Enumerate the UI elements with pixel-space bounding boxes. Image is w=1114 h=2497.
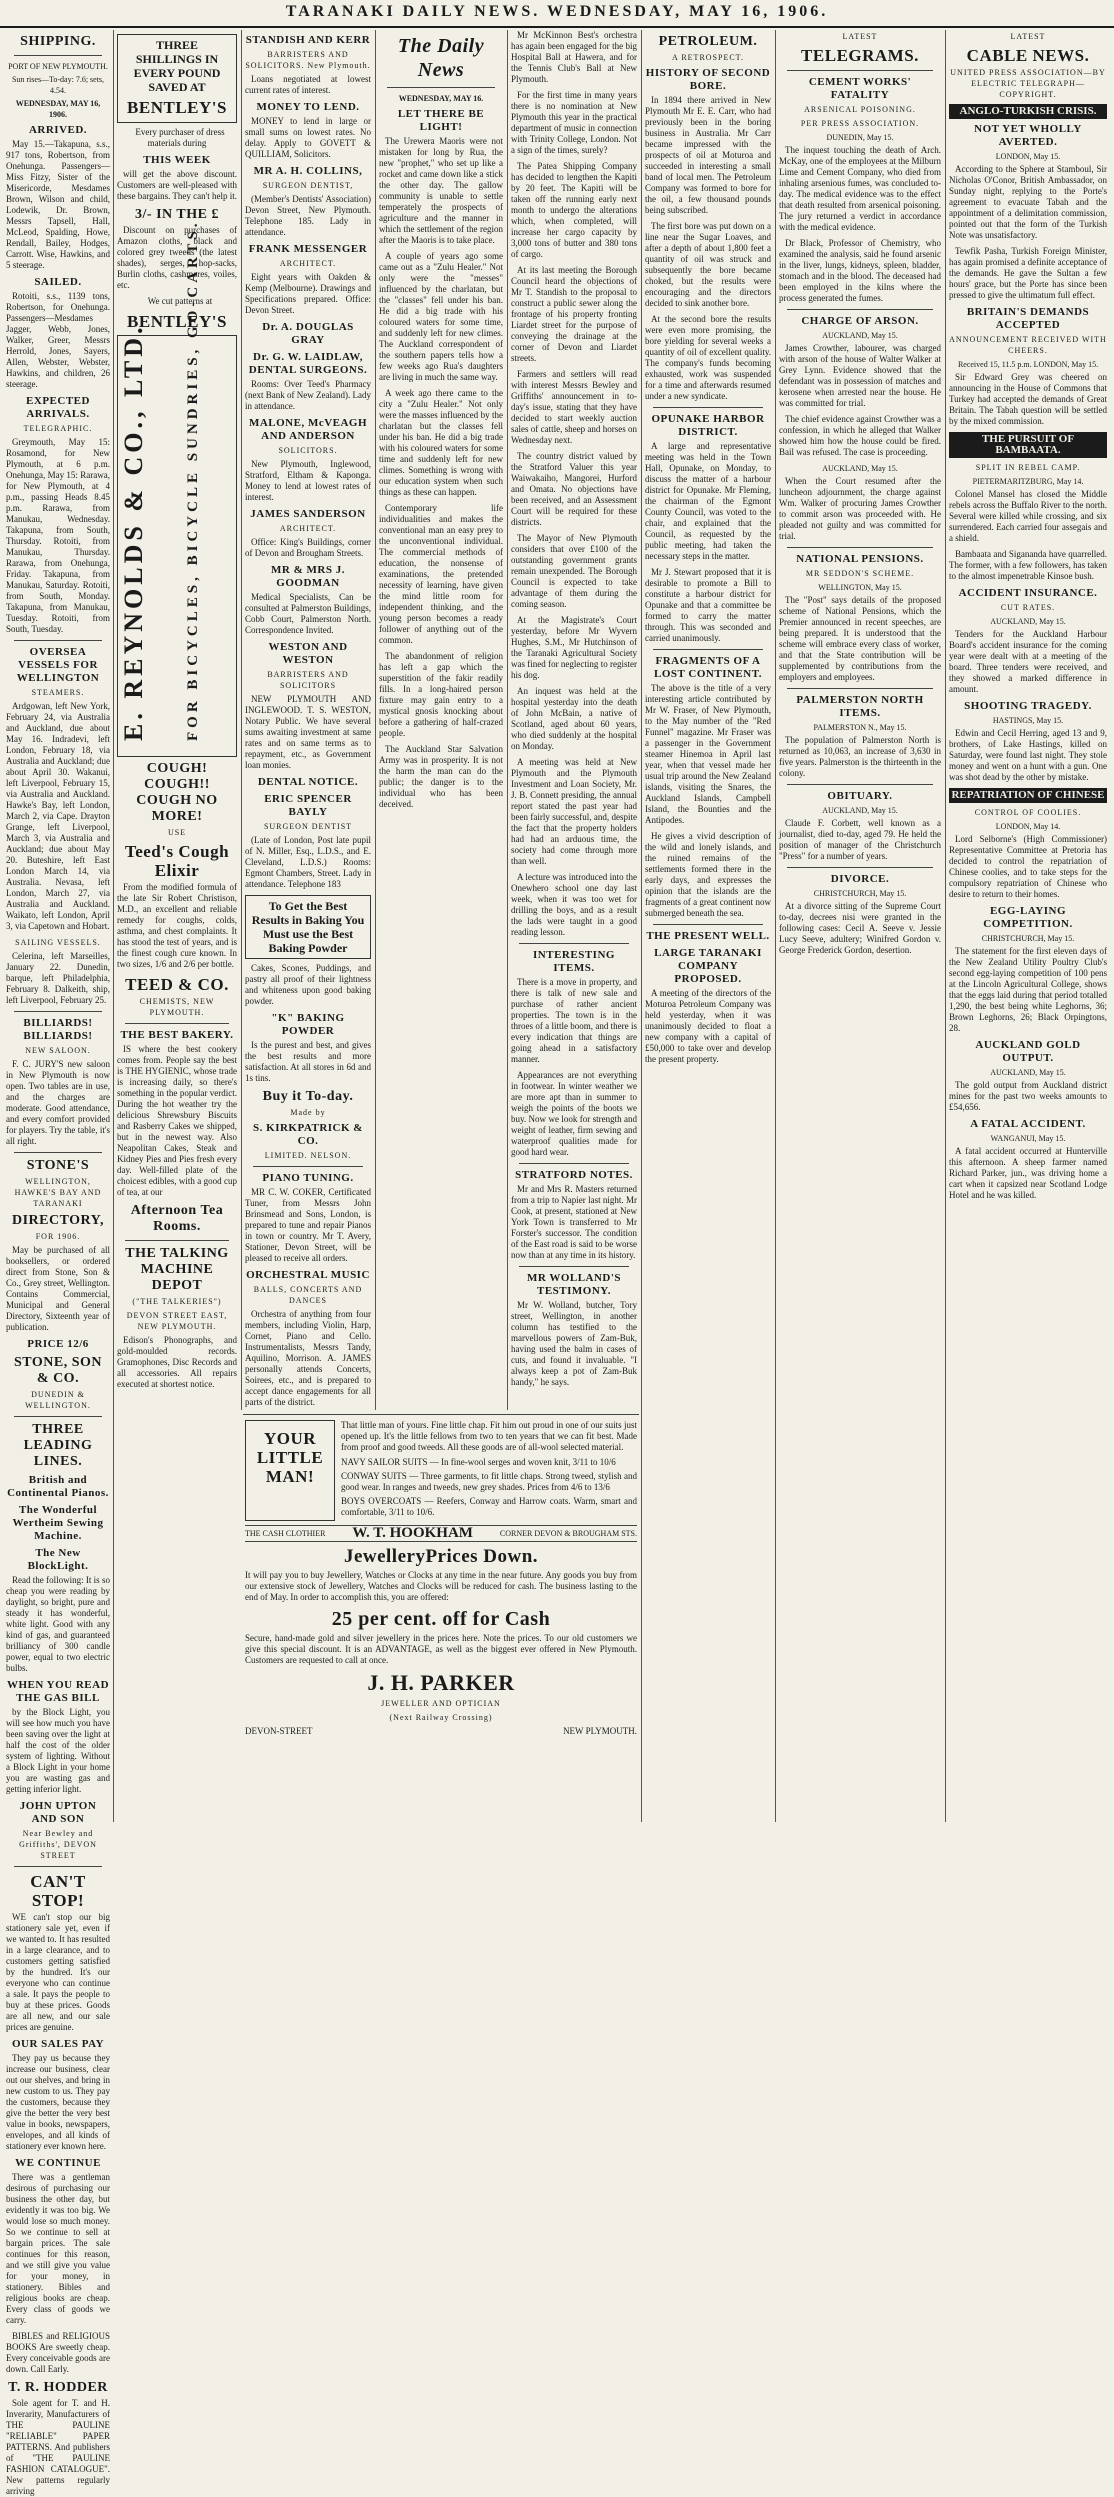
ads-column-1 <box>117 30 237 1820</box>
insurance-heading: ACCIDENT INSURANCE. <box>958 587 1098 599</box>
petroleum-p4: Mr J. Stewart proposed that it is desirable to promote a Bill to constitute a harbour district for Opunake and that a committee be formed to carry the matter through. This was seconded and carried unanimously. <box>645 567 771 643</box>
k-heading: "K" BAKING POWDER <box>271 1012 345 1037</box>
obituary-dateline: AUCKLAND, May 15. <box>822 806 898 815</box>
parker-sub: JEWELLER AND OPTICIAN <box>381 1699 501 1708</box>
arrived-text: May 15.—Takapuna, s.s., 917 tons, Robertson, from Onehunga. Passengers—Miss Fitzy, Sister of the Misericorde, Mesdames Brown, Wilson and child, Lodewik, Dr. Brown, Messrs Tapsell, Hall, McLeod, Spalding, Howe, Rendall, Bailey, Hodges, Carrott. Wise, Hawkins, and 5 steerage. <box>6 139 110 270</box>
telegraphic-heading: TELEGRAPHIC. <box>23 424 93 433</box>
teed-heading: Teed's Cough Elixir <box>124 842 230 880</box>
crisis-body: According to the Sphere at Stamboul, Sir Nicholas O'Conor, British Ambassador, on Sunday night, replying to the Porte's agreement to evacuate Tabah and the appointment of a delimitation commission, pointed out that the form of the Turkish Note was unsatisfactory. <box>949 164 1107 240</box>
messenger-body: Eight years with Oakden & Kemp (Melbourne). Drawings and Specifications prepared. Office: Devon Street. <box>245 272 371 315</box>
fatal-body: A fatal accident occurred at Hunterville this afternoon. A sheep farmer named Richard Parker, jun., was driving home a cart when it capsized near Scotland Lodge Hotel and he was killed. <box>949 1146 1107 1200</box>
lend-heading: MONEY TO LEND. <box>256 101 360 113</box>
cable-latest: LATEST <box>1010 32 1046 41</box>
blocklight-body: Read the following: It is so cheap you were reading by daylight, so bright, pure and steady it has wonderful, white light. Good with any kind of gas, and guaranteed brilliancy of 300 candle power, equal to two electric bulbs. <box>6 1575 110 1673</box>
news-p2: For the first time in many years there is no nomination at New Plymouth this year in the practical department of music in connection with Trinity College, London. Not a sign of the times, surely? <box>511 90 637 155</box>
news-p5: Farmers and settlers will read with interest Messrs Bewley and Griffiths' announcement in to-day's issue, stating that they have decided to start weekly auction sales of cattle, sheep and horses on Wednesday next. <box>511 369 637 445</box>
sales-body: They pay us because they increase our business, clear out our shelves, and bring in new custom to us. They pay the customers, because they give the better the very best value in books, newspapers, envelopes, and all kinds of stationery ever known here. <box>6 2053 110 2151</box>
little-man-heading: YOUR LITTLE MAN! <box>256 1429 324 1486</box>
oversea-heading: OVERSEA VESSELS FOR WELLINGTON <box>16 646 100 684</box>
continue-heading: WE CONTINUE <box>15 2157 101 2169</box>
devon-street: DEVON-STREET <box>245 1726 313 1736</box>
bentleys-showroom: We cut patterns at <box>147 296 213 306</box>
news-p12: Appearances are not everything in footwear. In winter weather we are more apt than in summer to weigh the points of the boots we buy. Now we look for strength and weight of leather, firm sewing and waterproof qualities made for good hard wear. <box>511 1070 637 1157</box>
present-well-heading: THE PRESENT WELL. <box>646 930 770 942</box>
news-p9: An inquest was held at the hospital yesterday into the death of John McBain, a native of Scotland, aged about 60 years, who died suddenly at the hospital on Monday. <box>511 686 637 751</box>
opunake-body: A large and representative meeting was held in the Town Hall, Opunake, on Monday, to discuss the matter of a harbour district for Opunake. Mr Fleming, the chairman of the Egmont County Council, was voted to the chair, and explained that the Council, as requested by the public meeting, had taken the necessary steps in the matter. <box>645 441 771 561</box>
column-rule <box>113 30 114 1822</box>
editorial-date: WEDNESDAY, MAY 16. <box>398 94 484 103</box>
crisis-heading: ANGLO-TURKISH CRISIS. <box>949 104 1107 119</box>
petroleum-sub2: HISTORY OF SECOND BORE. <box>645 67 771 92</box>
stone-sub: WELLINGTON, HAWKE'S BAY AND TARANAKI <box>14 1177 102 1208</box>
cable-title: CABLE NEWS. <box>966 46 1090 65</box>
petroleum-p5: He gives a vivid description of the wild and lonely islands, and the ruined remains of the settlements formed there in the early days, and expresses the opinion that the islands are the fragments of a great continent now submerged beneath the sea. <box>645 831 771 918</box>
stratford-body: Mr and Mrs R. Masters returned from a trip to Napier last night. Mr Cook, at present, stationed at New York Town is transferred to Mr Forster's successor. The condition of the East road is said to be worse now than at any time in its history. <box>511 1184 637 1260</box>
editorial-p4: Contemporary life individualities and makes the conventional man an easy prey to the unconventional individual. The commercial methods of education, the nonsense of examinations, the pretended necessity of learning, have given the mind little room for independent thinking, and the young person becomes a ready follower of anything out of the common. <box>379 503 503 645</box>
stratford-heading: STRATFORD NOTES. <box>515 1169 633 1181</box>
bayly-body: (Late of London, Post late pupil of N. Miller, Esq., L.D.S., and E. Cleveland, L.D.S.) Rooms: Egmont Chambers, Street. Lady in attendance. Telephone 183 <box>245 835 371 889</box>
shooting-dateline: HASTINGS, May 15. <box>992 716 1064 725</box>
upton-sub: Near Bewley and Griffiths', DEVON STREET <box>19 1829 97 1860</box>
bottom-ads <box>245 1420 637 1820</box>
afternoon-tea: Afternoon Tea Rooms. <box>130 1203 224 1234</box>
masthead: TARANAKI DAILY NEWS. WEDNESDAY, MAY 16, 1906. <box>0 0 1114 28</box>
parker-addr: (Next Railway Crossing) <box>389 1713 493 1722</box>
bentleys-name: BENTLEY'S <box>127 98 227 117</box>
divorce-dateline: CHRISTCHURCH, May 15. <box>813 889 907 898</box>
sanderson-sub: ARCHITECT. <box>279 524 337 533</box>
stone-son: STONE, SON & CO. <box>14 1355 102 1386</box>
seddon-heading: MR SEDDON'S SCHEME. <box>805 569 915 578</box>
gold-body: The gold output from Auckland district mines for the past two weeks amounts to £54,656. <box>949 1080 1107 1112</box>
billiards-heading: BILLIARDS! BILLIARDS! <box>23 1017 93 1042</box>
cable-copyright: UNITED PRESS ASSOCIATION—BY ELECTRIC TELEGRAPH—COPYRIGHT. <box>950 68 1106 99</box>
gold-dateline: AUCKLAND, May 15. <box>990 1068 1066 1077</box>
accident-body: When the Court resumed after the luncheon adjournment, the charge against Wm. Walker of procuring James Crowther to commit arson was proceeded with. He pleaded not guilty and was committed for trial. <box>779 476 941 541</box>
blocklight-heading: The New BlockLight. <box>27 1547 89 1572</box>
bentleys-discount-body: Discount on purchases of Amazon cloths, black and colored grey tweeds (the latest shades), serges, hop-sacks, Burlin cloths, cashmeres, voiles, etc. <box>117 225 237 290</box>
jewellery-body: It will pay you to buy Jewellery, Watches or Clocks at any time in the near future. Any goods you buy from our extensive stock of Jewellery, Watches and Clocks will be reduced for cash. The business lasting to the end of May. In order to accomplish this, you are offered: <box>245 1570 637 1602</box>
bentleys-headline: THREE SHILLINGS IN EVERY POUND SAVED AT <box>133 38 221 94</box>
seddon-body: The "Post" says details of the proposed scheme of National Pensions, which the Premier announced in recent speeches, are being prepared. It is understood that the scheme will embrace every class of worker, and that the State contribution will be supplemented by contributions from the employers and employees. <box>779 595 941 682</box>
crisis-sub: NOT YET WHOLLY AVERTED. <box>974 123 1082 148</box>
messenger-sub: ARCHITECT. <box>279 259 337 268</box>
editorial-p6: The Auckland Star Salvation Army was in prosperity. It is not the harm the man can do the public; the danger is to the individual who has been deceived. <box>379 744 503 809</box>
cable-column <box>949 30 1107 1820</box>
editorial-column <box>379 30 503 1410</box>
editorial-title: LET THERE BE LIGHT! <box>397 108 485 133</box>
collins-body: (Member's Dentists' Association) Devon Street, New Plymouth. Telephone 185. Lady in attendance. <box>245 194 371 237</box>
shipping-column <box>6 30 110 2496</box>
column-rule <box>641 30 642 1822</box>
talking-heading: THE TALKING MACHINE DEPOT <box>125 1246 229 1293</box>
arson-body: James Crowther, labourer, was charged with arson of the house of Walter Walker at Grey Lynn. Evidence showed that the defendant was in possession of matches and kerosene when arrested near the house. He was committed for trial. <box>779 343 941 408</box>
reynolds-name: E. REYNOLDS & CO., LTD. <box>119 323 148 741</box>
little-man-copy <box>341 1420 637 1521</box>
opunake-heading: OPUNAKE HARBOR DISTRICT. <box>651 413 765 438</box>
teed-addr: CHEMISTS, NEW PLYMOUTH. <box>139 997 215 1017</box>
hookham-cash: THE CASH CLOTHIER <box>245 1529 326 1538</box>
directory-body: May be purchased of all booksellers, or ordered direct from Stone, Son & Co., Grey street, Wellington. Contains Commercial, Municipal and General Directory, Sixteenth year of publication. <box>6 1245 110 1332</box>
demands-body: Sir Edward Grey was cheered on announcing in the House of Commons that Turkey had accepted the demands of Great Britain. The Tabah question will be settled by the mixed commission. <box>949 372 1107 426</box>
gray-heading: Dr. A. DOUGLAS GRAY <box>262 321 354 346</box>
orchestral-body: Orchestra of anything from four members, including Violin, Harp, Cornet, Piano and Cello. Instrumentalists, Messrs Tandy, Aquilino, Morrison. A. JAMES personally attends Concerts, Soirees, etc., and is prepared to accept dance engagements for all parts of the district. <box>245 1309 371 1407</box>
buy-today: Buy it To-day. <box>262 1089 354 1104</box>
hookham-addr: CORNER DEVON & BROUGHAM STS. <box>499 1529 637 1538</box>
repatriation-sub: CONTROL OF COOLIES. <box>974 808 1082 817</box>
petroleum-column <box>645 30 771 1820</box>
bentleys-discount: 3/- IN THE £ <box>135 207 219 222</box>
sanderson-body: Office: King's Buildings, corner of Devon and Brougham Streets. <box>245 537 371 558</box>
steamers-text: Ardgowan, left New York, February 24, via Australia and Auckland, due about May 16. Indradevi, left London, February 18, via Australia and Auckland; due about April 30. Wakanui, left Liverpool, February 15, via Australia and Auckland. Hawke's Bay, left London, March 2, via Cape. Drayton Grange, left Liverpool, March 3, via Australia and Auckland; due about May 20. Buteshire, left East London March 14, via Australia. Nevasa, left London, March 27, via Australia and Auckland. Waikato, left London, April 3, via Capetown and Hobart. <box>6 701 110 931</box>
petroleum-p2: The first bore was put down on a line near the Sugar Loaves, and after a depth of about 1,800 feet a quantity of oil was struck and subsequently the bore became choked, but the results were encouraging and the directors decided to sink another bore. <box>645 221 771 308</box>
jewellery-heading: JewelleryPrices Down. <box>343 1546 539 1567</box>
teed-body: From the modified formula of the late Sir Robert Christison, M.D., an excellent and reliable remedy for coughs, colds, asthma, and chest complaints. It has stood the test of years, and is the finest cough cure known. In two sizes, 1/6 and 2/6 per bottle. <box>117 882 237 969</box>
news-p3: The Patea Shipping Company has decided to lengthen the Kapiti by 20 feet. The Kapiti will be taken off the running early next month to undergo the alterations which, when completed, will increase her cargo capacity by 3,000 tons of butter and 380 tons of cargo. <box>511 161 637 259</box>
k-body: Is the purest and best, and gives the best results and more satisfaction. At all stores in 6d and 1s tins. <box>245 1040 371 1083</box>
bambaata-dateline: PIETERMARITZBURG, May 14. <box>972 477 1084 486</box>
new-plymouth: NEW PLYMOUTH. <box>563 1726 637 1736</box>
egg-body: The statement for the first eleven days of the New Zealand Utility Poultry Club's second egg-laying competition of 100 pens at the Lincoln Agricultural College, shows that the eggs laid during that period totalled 1,290, the best being white Leghorns, 36; Brown Leghorns, 26; Black Orpingtons, 28. <box>949 946 1107 1033</box>
three-lines-heading: THREE LEADING LINES. <box>23 1422 93 1469</box>
piano-heading: PIANO TUNING. <box>262 1172 354 1184</box>
saloon-text: F. C. JURY'S new saloon in New Plymouth is now open. Two tables are in use, and the charges are moderate. Good attendance, and every comfort provided for players. Try the table, it's all right. <box>6 1059 110 1146</box>
bambaata-sub: SPLIT IN REBEL CAMP. <box>975 463 1081 472</box>
shooting-heading: SHOOTING TRAGEDY. <box>964 700 1092 712</box>
bentleys-week-body: will get the above discount. Customers are well-pleased with these bargains. They can't help it. <box>117 169 238 201</box>
press-association: PER PRESS ASSOCIATION. <box>800 119 920 128</box>
large-company-body: A meeting of the directors of the Moturoa Petroleum Company was held yesterday, when it was unanimously decided to float a new company with a capital of £50,000 to take over and develop the present property. <box>645 988 771 1064</box>
telegrams-column <box>779 30 941 1820</box>
collins-sub: SURGEON DENTIST, <box>262 181 354 190</box>
cough-heading: COUGH! COUGH!! COUGH NO MORE! <box>136 761 218 824</box>
wertheim-heading: The Wonderful Wertheim Sewing Machine. <box>12 1504 104 1542</box>
palmerston-dateline: PALMERSTON N., May 15. <box>813 723 907 732</box>
gas-heading: WHEN YOU READ THE GAS BILL <box>6 1679 110 1704</box>
petroleum-p1: In 1894 there arrived in New Plymouth Mr E. E. Carr, who had previously been in the boring business in Australia. Mr Carr became impressed with the prospects of oil at Moturoa and succeeded in interesting a small band of local men. The Petroleum Company was formed to bore for the oil, a few thousand pounds being subscribed. <box>645 95 771 215</box>
directory-heading: DIRECTORY, <box>11 1213 105 1228</box>
hodder-sub: Sole agent for T. and H. Inverarity, Manufacturers of THE PAULINE "RELIABLE" PAPER PATTERNS. And publishers of "THE PAULINE FASHION CATALOGUE". New patterns regularly arriving <box>6 2398 110 2496</box>
egg-dateline: CHRISTCHURCH, May 15. <box>981 934 1075 943</box>
cantstop-body: WE can't stop our big stationery sale yet, even if we wanted to. It has resulted in a large clearance, and to customers getting satisfied by the hundred. It's our everyone who can continue a sale. It pays the people to buy at these prices. Goods are all new, and our sale prices are genuine. <box>6 1912 110 2032</box>
bibles: BIBLES and RELIGIOUS BOOKS Are sweetly cheap. Every conceivable goods are down. Call Early. <box>6 2331 110 2374</box>
expected-heading: EXPECTED ARRIVALS. <box>26 395 90 420</box>
petroleum-sub: A RETROSPECT. <box>672 53 744 62</box>
column-rule <box>507 30 508 1410</box>
news-column <box>511 30 637 1410</box>
sailed-heading: SAILED. <box>34 276 82 288</box>
bambaata-heading: THE PURSUIT OF BAMBAATA. <box>949 432 1107 458</box>
orchestral-heading: ORCHESTRAL MUSIC <box>246 1269 370 1281</box>
interesting-body: There is a move in property, and there is talk of new sale and purchase of rather ancient properties. The town is in the throes of a little boom, and there is every indication that things are going ahead in a satisfactory manner. <box>511 977 637 1064</box>
demands-dateline: Received 15, 11.5 p.m. LONDON, May 15. <box>957 360 1099 369</box>
orchestral-sub: BALLS, CONCERTS AND DANCES <box>253 1285 363 1305</box>
accident-dateline: AUCKLAND, May 15. <box>822 464 898 473</box>
bakery-body: IS where the best cookery comes from. People say the best is THE HYGIENIC, whose trade is increasing daily, so there's something in the popular verdict. During the hot weather try the delicious Shrewsbury Biscuits and Rasberry Cakes we shipped, but in the newest way. Also Neapolitan Cakes, Steak and Kidney Pies and Pies fresh every day. Well-filled plate of the choicest edibles, with a good cup of tea, at our <box>117 1044 237 1197</box>
messenger-heading: FRANK MESSENGER <box>248 243 368 255</box>
cent-body: Secure, hand-made gold and silver jewellery in the prices here. Note the prices. To our old customers we give this special discount. It is an ADVANTAGE, as well as the biggest ever offered in New Plymouth. Customers are requested to call at once. <box>245 1633 637 1665</box>
divorce-body: At a divorce sitting of the Supreme Court to-day, decrees nisi were granted in the following cases: Cecil A. Seeve v. Jessie Lucy Seeve, adultery; Winifred Gordon v. George Frederick Gordon, desertion. <box>779 901 941 955</box>
talking-sub: ("THE TALKERIES") <box>132 1297 222 1306</box>
fragments-body: The above is the title of a very interesting article contributed by Mr W. Fraser, of New Plymouth, to the May number of the "Red Funnel" magazine. Mr Fraser was a passenger in the Government steamer Hinemoa in April last year, when that vessel made her usual trip around the New Zealand islands, visiting the Snares, the Auckland Islands, Campbell Island, the Bounties and the Antipodes. <box>645 683 771 825</box>
sunrise: Sun rises—To-day: 7.6; sets, 4.54. <box>11 75 105 95</box>
cement-heading: CEMENT WORKS' FATALITY <box>808 76 912 101</box>
gas-body: by the Block Light, you will see how much you have been saving over the light at half the cost of the older system of lighting. Without a Block Light in your home you are wasting gas and getting inferior light. <box>6 1707 110 1794</box>
talking-addr: DEVON STREET EAST, NEW PLYMOUTH. <box>126 1311 228 1331</box>
interesting-heading: INTERESTING ITEMS. <box>533 949 615 974</box>
standish-body: Loans negotiated at lowest current rates of interest. <box>245 74 371 95</box>
talking-body: Edison's Phonographs, and gold-moulded records. Gramophones, Disc Records and all accessories. All repairs executed at shortest notice. <box>117 1335 237 1389</box>
piano-body: MR C. W. COKER, Certificated Tuner, from Messrs John Brinsmead and Sons, London, is prepared to tune and repair Pianos in town or country. Mr T. Avery, Stationer, Devon Street, will be pleased to receive all orders. <box>245 1187 371 1263</box>
demands-heading: BRITAIN'S DEMANDS ACCEPTED <box>966 306 1090 331</box>
arson-body-2: The chief evidence against Crowther was a confession, in which he alleged that Walker showed him how the house could be fired. Bail was refused. The case is proceeding. <box>779 414 941 457</box>
arson-heading: CHARGE OF ARSON. <box>801 315 919 327</box>
standish-heading: STANDISH AND KERR <box>245 34 371 46</box>
telegrams-title: TELEGRAMS. <box>801 46 919 65</box>
sailing-heading: SAILING VESSELS. <box>15 938 101 947</box>
egg-heading: EGG-LAYING COMPETITION. <box>983 905 1073 930</box>
expected-text: Greymouth, May 15: Rosamond, for New Plymouth, at 6 p.m. Onehunga, May 15: Rarawa, for New Plymouth, at 4 p.m., passing Heads 8.45 p.m. Rarawa, from Manukau, Wednesday. Takapuna, from South, Thursday. Rotoiti, from Manukau, Thursday. Rarawa, from Onehunga, Friday. Takapuna, from Manukau, Saturday. Rotoiti, from South, Monday. Takapuna, from Manukau, Tuesday. Rotoiti, from South, Tuesday. <box>6 437 110 634</box>
telegrams-latest: LATEST <box>842 32 878 41</box>
cough-use: USE <box>167 828 187 837</box>
bayly-heading: ERIC SPENCER BAYLY <box>264 793 352 818</box>
repatriation-dateline: LONDON, May 14. <box>995 822 1061 831</box>
news-p10: A meeting was held at New Plymouth and the Plymouth Investment and Loan Society, Mr. J. B. Connett presiding, the annual report stated the past year had been fairly successful, and, despite the fact that the property holders had had an arduous time, the society had come through more than well. <box>511 757 637 866</box>
cent-heading: 25 per cent. off for Cash <box>331 1608 551 1630</box>
hodder-name: T. R. HODDER <box>8 2380 108 2395</box>
laidlaw-heading: Dr. G. W. LAIDLAW, DENTAL SURGEONS. <box>248 351 368 376</box>
sanderson-heading: JAMES SANDERSON <box>250 508 366 520</box>
gold-heading: AUCKLAND GOLD OUTPUT. <box>975 1039 1081 1064</box>
bentleys-name-2: BENTLEY'S <box>127 312 227 331</box>
crisis-body-2: Tewfik Pasha, Turkish Foreign Minister, has again promised a definite acceptance of the demands. He gave the Sultan a few hours' grace, but the Porte has since been pressed to give the ultimatum full effect. <box>949 246 1107 300</box>
weston-heading: WESTON AND WESTON <box>268 641 348 666</box>
port-heading: PORT OF NEW PLYMOUTH. <box>8 62 108 71</box>
sailed-text: Rotoiti, s.s., 1139 tons, Robertson, for Onehunga. Passengers—Mesdames Jagger, Webb, Jones, Walker, Greer, Messrs Herrold, Jones, Sayers, Allen, Webster, Webster, Hawkins, and children, 26 steerage. <box>6 291 110 389</box>
little-man-body: That little man of yours. Fine little chap. Fit him out proud in one of our suits just opened up. It's the little fellows from two to ten years that we can fit best. Made from proof and good tweeds. All these goods are of all-wool selected material. <box>341 1420 637 1452</box>
malone-body: New Plymouth, Inglewood, Stratford, Eltham & Kaponga. Money to lend at lowest rates of interest. <box>245 459 371 502</box>
standish-sub: BARRISTERS AND SOLICITORS. New Plymouth. <box>245 50 371 70</box>
insurance-body: Tenders for the Auckland Harbour Board's accident insurance for the coming year were dealt with at a meeting of the board. Three tenders were received, and they showed a marked difference in amount. <box>949 629 1107 694</box>
steamers-heading: STEAMERS. <box>31 688 85 697</box>
bambaata-body-2: Bambaata and Sigananda have quarrelled. The former, with a few followers, has taken to the almost impenetrable Kinsoe bush. <box>949 549 1107 581</box>
saloon-heading: NEW SALOON. <box>25 1046 91 1055</box>
palmerston-heading: PALMERSTON NORTH ITEMS. <box>796 694 924 719</box>
reynolds-products: FOR BICYCLES, BICYCLE SUNDRIES, GO-CARTS. <box>185 219 201 741</box>
repatriation-body: Lord Selborne's (High Commissioner) Representative Committee at Pretoria has decided to control the repatriation of Chinese coolies, and to take steps for the compulsory repatriation of Chinese who desire to return to their homes. <box>949 834 1107 899</box>
ads-column-2 <box>245 30 371 1410</box>
cement-dateline: DUNEDIN, May 15. <box>826 133 894 142</box>
shipping-title: SHIPPING. <box>20 34 96 49</box>
goodman-body: Medical Specialists, Can be consulted at Palmerston Buildings, Cobb Court, Palmerston North. Correspondence Invited. <box>245 592 371 635</box>
petroleum-p3: At the second bore the results were even more promising, the bore yielding for several weeks a quantity of oil of excellent quality. The company's funds becoming exhausted, work was suspended for a time and afterwards resumed under a new syndicate. <box>645 314 771 401</box>
column-rule <box>945 30 946 1822</box>
malone-heading: MALONE, McVEAGH AND ANDERSON <box>248 417 368 442</box>
arrived-heading: ARRIVED. <box>28 124 88 136</box>
teed-co: TEED & CO. <box>125 975 229 994</box>
editorial-p2: A couple of years ago some came out as a "Zulu Healer." Not only were the "messes" influenced by the charlatan, but the "classes" fell under his ban. He did a big trade with his coloured waters for some time, and suddenly left for new climes. The Auckland correspondent of the southern papers tells how a few weeks ago Rua's daughters are living in much the same way. <box>379 251 503 382</box>
parker-footer <box>245 1726 637 1737</box>
collins-heading: MR A. H. COLLINS, <box>253 165 363 177</box>
bentleys-week: THIS WEEK <box>143 154 211 166</box>
paper-title: The Daily News <box>397 35 485 81</box>
news-p6: The country district valued by the Stratford Valuer this year Waiwakaiho, Mangorei, Hurford and Omata. No objections have been received, and an Assessment Court will be required for these districts. <box>511 451 637 527</box>
news-p11: A lecture was introduced into the Onewhero school one day last week, when it was too wet for drilling the boys, and as a result the lads were taught in a good reading lesson. <box>511 872 637 937</box>
bentleys-ad <box>117 34 237 123</box>
column-rule <box>241 30 242 1410</box>
fatal-dateline: WANGANUI, May 15. <box>990 1134 1066 1143</box>
news-p7: The Mayor of New Plymouth considers that over £100 of the outstanding government grants remain unexpended. The Borough Council is expected to take advantage of them during the coming season. <box>511 533 637 609</box>
insurance-dateline: AUCKLAND, May 15. <box>990 617 1066 626</box>
boys-overcoats: BOYS OVERCOATS — Reefers, Conway and Harrow coats. Warm, smart and comfortable, 3/11 to 10/6. <box>341 1496 637 1517</box>
upton-heading: JOHN UPTON AND SON <box>19 1800 97 1825</box>
cement-body: The inquest touching the death of Arch. McKay, one of the employees at the Milburn Lime and Cement Company, who died from inhaling arsenious fumes, was concluded to-day. The medical evidence was to the effect that death resulted from arsenical poisoning. The jury returned a verdict in accordance with the medical evidence. <box>779 145 941 232</box>
news-p1: Mr McKinnon Best's orchestra has again been engaged for the big Hospital Ball at Hawera, and for the Tennis Club's Ball at New Plymouth. <box>511 30 637 84</box>
bakery-heading: THE BEST BAKERY. <box>120 1029 234 1041</box>
column-rule <box>375 30 376 1410</box>
made-by: Made by <box>290 1108 326 1117</box>
wollands-heading: MR WOLLAND'S TESTIMONY. <box>526 1272 622 1297</box>
editorial-p1: The Urewera Maoris were not mistaken for long by Rua, the new "prophet," who set up like a rocket and came down like a stick the other day. The gallow community is unable to settle temperately the prospects of agriculture and the manner in which the settlement of the region after the Maoris is to take place. <box>379 136 503 245</box>
sailing-text: Celerina, left Marseilles, January 22. Dunedin, barque, left Philadelphia, February 8. Dalkeith, ship, left Liverpool, February 25. <box>6 951 110 1005</box>
little-man-box <box>245 1420 335 1521</box>
editorial-p3: A week ago there came to the city a "Zulu Healer." Not only were the masses influenced by the charlatan but the classes fell under his ban. He did a big trade with his coloured waters for some time and suddenly left for new climes. Something is wrong with our education system when such things as these can happen. <box>379 388 503 497</box>
weston-sub: BARRISTERS AND SOLICITORS <box>267 670 349 690</box>
crisis-dateline: LONDON, May 15. <box>995 152 1061 161</box>
repatriation-heading: REPATRIATION OF CHINESE <box>949 788 1107 803</box>
large-company-heading: LARGE TARANAKI COMPANY PROPOSED. <box>654 947 762 985</box>
parker-heading: J. H. PARKER <box>367 1670 515 1695</box>
baking-cakes: Cakes, Scones, Puddings, and pastry all proof of their lightness and whiteness upon good baking powder. <box>245 963 371 1006</box>
petroleum-title: PETROLEUM. <box>658 34 758 49</box>
stone-addr: DUNEDIN & WELLINGTON. <box>25 1390 91 1410</box>
dental-heading: DENTAL NOTICE. <box>257 776 359 788</box>
baking-powder-headline: To Get the Best Results in Baking You Must use the Best Baking Powder <box>251 899 365 955</box>
shipping-date: WEDNESDAY, MAY 16, 1906. <box>15 99 101 119</box>
bambaata-body: Colonel Mansel has closed the Middle rebels across the Buffalo River to the north. Several were killed while crossing, and six surrendered. Each carried four assegais and a shield. <box>949 489 1107 543</box>
divorce-heading: DIVORCE. <box>830 873 890 885</box>
laidlaw-body: Rooms: Over Teed's Pharmacy (next Bank of New Zealand). Lady in attendance. <box>245 379 371 411</box>
lend-body: MONEY to lend in large or small sums on lowest rates. No delay. Apply to GOVETT & QUILLIAM, Solicitors. <box>245 116 371 159</box>
editorial-p5: The abandonment of religion has left a gap which the superstition of the fakir readily fills. In a long-haired person fixture may gain entry to a mystical gnosis knocking about before a gathering of half-crazed people. <box>379 651 503 738</box>
goodman-heading: MR & MRS J. GOODMAN <box>271 564 345 589</box>
cantstop-heading: CAN'T STOP! <box>30 1872 86 1910</box>
hookham-name: W. T. HOOKHAM <box>352 1525 473 1541</box>
demands-sub: ANNOUNCEMENT RECEIVED WITH CHEERS. <box>949 335 1107 355</box>
directory-sub: FOR 1906. <box>35 1232 81 1241</box>
wollands-body: Mr W. Wolland, butcher, Tory street, Wellington, in another column has testified to the marvellous powers of Zam-Buk, having used the balm in cases of cuts, and found it invaluable. "I always keep a pot of Zam-Buk handy," he says. <box>511 1300 637 1387</box>
stone-heading: STONE'S <box>26 1158 90 1173</box>
kirkpatrick: S. KIRKPATRICK & CO. <box>253 1122 363 1147</box>
column-rule <box>775 30 776 1822</box>
weston-body: NEW PLYMOUTH AND INGLEWOOD. T. S. WESTON, Notary Public. We have several sums awaiting investment at same rates and on same terms as to repayment, etc., as Government loan monies. <box>245 694 371 770</box>
sales-heading: OUR SALES PAY <box>11 2038 105 2050</box>
shooting-body: Edwin and Cecil Herring, aged 13 and 9, brothers, of Lake Hastings, killed on Saturday, were found last night. They stole money and went on a hunt with a gun. One was shot dead by the other by mistake. <box>949 728 1107 782</box>
national-heading: NATIONAL PENSIONS. <box>796 553 924 565</box>
palmerston-body: The population of Palmerston North is returned as 10,063, an increase of 3,630 in five years. Palmerston is the thirteenth in the colony. <box>779 735 941 778</box>
hookham-line <box>245 1525 637 1542</box>
arson-dateline: AUCKLAND, May 15. <box>822 331 898 340</box>
obituary-heading: OBITUARY. <box>827 790 893 802</box>
bentleys-purchase: Every purchaser of dress materials during <box>135 127 225 148</box>
bottom-rule <box>243 1414 639 1415</box>
navy-suits: NAVY SAILOR SUITS — In fine-wool serges and woven knit, 3/11 to 10/6 <box>341 1457 616 1467</box>
seddon-dateline: WELLINGTON, May 15. <box>818 583 902 592</box>
conway-suits: CONWAY SUITS — Three garments, to fit little chaps. Strong tweed, stylish and good wear. In ranges and tweeds, new grey shades. Prices from 4/6 to 13/6 <box>341 1471 637 1492</box>
british-heading: British and Continental Pianos. <box>7 1474 109 1499</box>
fragments-heading: FRAGMENTS OF A LOST CONTINENT. <box>654 655 762 680</box>
kirkpatrick-sub: LIMITED. NELSON. <box>264 1151 352 1160</box>
obituary-body: Claude F. Corbett, well known as a journalist, died to-day, aged 79. He held the position of manager of the Christchurch "Press" for a number of years. <box>779 818 941 861</box>
baking-powder-box <box>245 895 371 959</box>
malone-sub: SOLICITORS. <box>278 446 338 455</box>
news-p4: At its last meeting the Borough Council heard the objections of Mr T. Standish to the proposal to construct a public sewer along the frontage of his property fronting Liardet street for the purpose of conveying the drainage at the corner of Devon and Liardet streets. <box>511 265 637 363</box>
price: PRICE 12/6 <box>27 1338 89 1350</box>
bayly-sub: SURGEON DENTIST <box>263 822 353 831</box>
cement-body-2: Dr Black, Professor of Chemistry, who examined the analysis, said he found arsenic in the liver, lungs, kidneys, spleen, bladder, stomach and in the blood. The deceased had been employed in the kilns where the process generated the fumes. <box>779 238 941 303</box>
insurance-sub: CUT RATES. <box>1000 603 1056 612</box>
continue-body: There was a gentleman desirous of purchasing our business the other day, but evidently it was too big. We would lose so much money. So we continue to sell at bargain prices. The sale continues for this reason, and we still give you value for your money, in stationery. Bibles and religious books are cheap. Every class of goods we carry. <box>6 2172 110 2325</box>
arsenic-heading: ARSENICAL POISONING. <box>804 105 916 114</box>
fatal-heading: A FATAL ACCIDENT. <box>970 1118 1086 1130</box>
news-p8: At the Magistrate's Court yesterday, before Mr Wyvern Hughes, S.M., Mr Hutchinson of the Taranaki Agricultural Society was fined for neglecting to register his dog. <box>511 615 637 680</box>
